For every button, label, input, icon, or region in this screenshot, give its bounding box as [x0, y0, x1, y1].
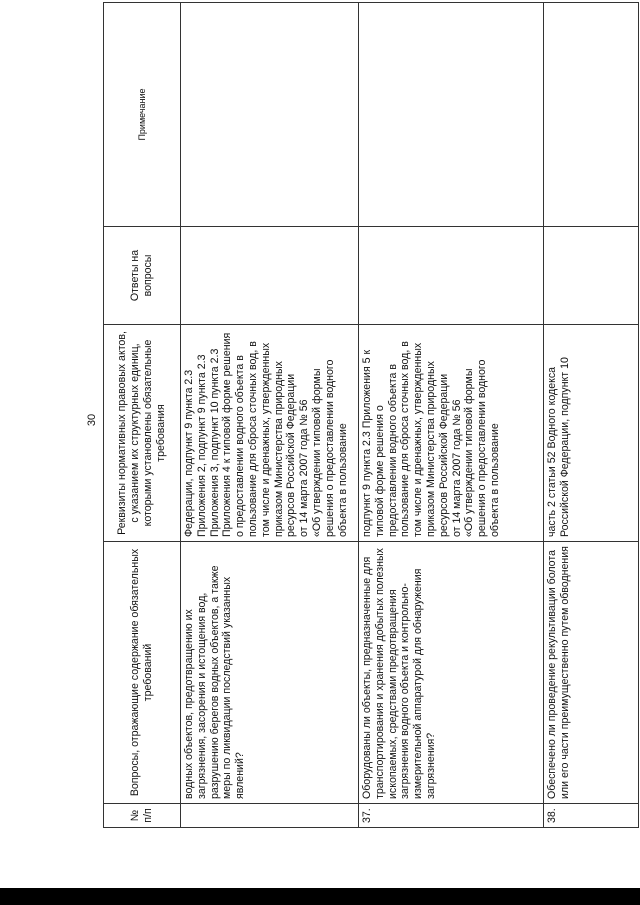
header-answers: Ответы на вопросы [104, 227, 181, 325]
page-number: 30 [86, 413, 98, 427]
row-question: водных объектов, предотвращению их загрязнения, засорения и истощения вод, разрушению берегов водных объектов, а также меры по ликвидации последствий указанных явлений? [181, 542, 359, 804]
requirements-table [103, 2, 639, 828]
row-note [544, 3, 639, 227]
row-requisites: часть 2 статьи 52 Водного кодекса Российской Федерации, подпункт 10 [544, 325, 639, 542]
scan-border-bar [0, 888, 640, 905]
row-question: Обеспечено ли проведение рекультивации болота или его части преимущественно путем обводнения [544, 542, 639, 804]
row-answers [544, 227, 639, 325]
table-row [359, 3, 544, 828]
row-requisites: подпункт 9 пункта 2.3 Приложения 5 к типовой форме решения о предоставлении водного объекта в пользование для сброса сточных вод, в том числе и дренажных, утвержденных приказом Министерства природных ресурсов Российской Федерации от 14 марта 2007 года № 56 «Об утверждении типовой формы решения о предоставлении водного объекта в пользование [359, 325, 544, 542]
row-question: Оборудованы ли объекты, предназначенные для транспортирования и хранения добытых полезных ископаемых, средствами предотвращения загрязнения водного объекта и контрольно-измерительной аппаратурой для обнаружения загрязнения? [359, 542, 544, 804]
table-row [544, 3, 639, 828]
row-answers [359, 227, 544, 325]
row-number: 37. [359, 804, 544, 828]
row-note [181, 3, 359, 227]
row-requisites: Федерации, подпункт 9 пункта 2.3 Приложения 2, подпункт 9 пункта 2.3 Приложения 3, подпункт 10 пункта 2.3 Приложения 4 к типовой форме решения о предоставлении водного объекта в пользование для сброса сточных вод, в том числе и дренажных, утвержденных приказом Министерства природных ресурсов Российской Федерации от 14 марта 2007 года № 56 «Об утверждении типовой формы решения о предоставлении водного объекта в пользование [181, 325, 359, 542]
row-answers [181, 227, 359, 325]
header-requisites: Реквизиты нормативных правовых актов, с указанием их структурных единиц, которыми установлены обязательные требования [104, 325, 181, 542]
header-number: № п/п [104, 804, 181, 828]
row-number [181, 804, 359, 828]
table-row [181, 3, 359, 828]
table-header-row [104, 3, 181, 828]
header-question: Вопросы, отражающие содержание обязательных требований [104, 542, 181, 804]
row-number: 38. [544, 804, 639, 828]
header-note: Примечание [104, 3, 181, 227]
rotated-table-container [103, 3, 638, 828]
row-note [359, 3, 544, 227]
